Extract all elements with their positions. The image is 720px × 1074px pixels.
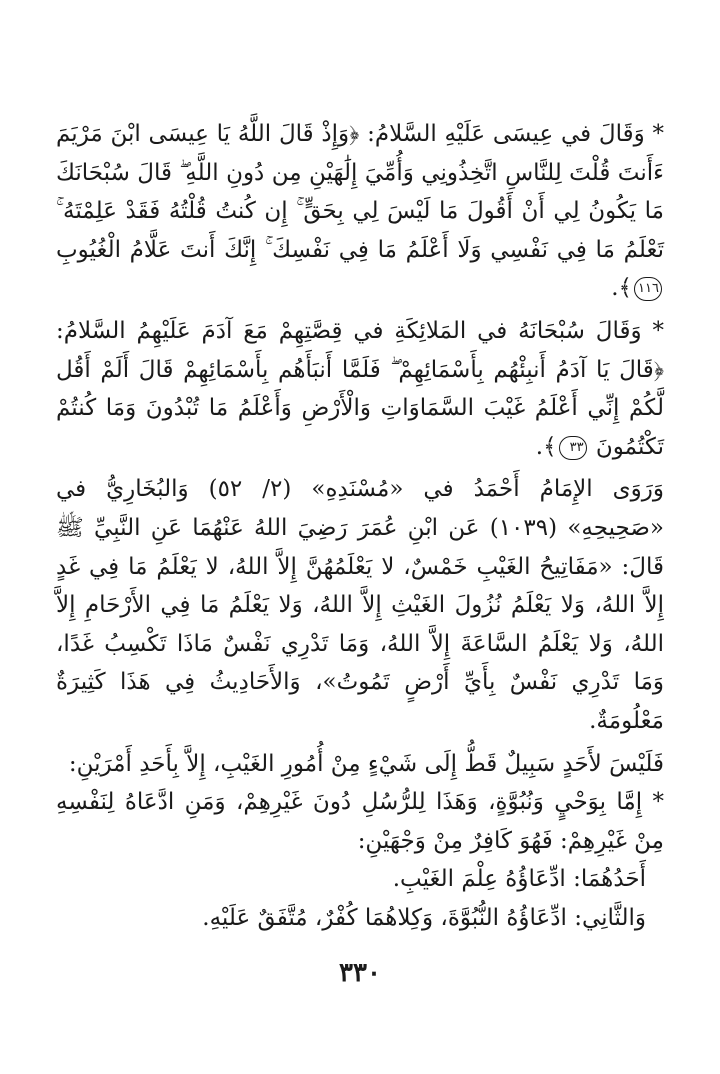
paragraph-second-reason: وَالثَّانِي: ادِّعَاؤُهُ النُّبُوَّةَ، وَكِلاهُمَا كُفْرٌ، مُتَّفَقٌ عَلَيْهِ. — [202, 904, 646, 931]
paragraph-hadith: وَرَوَى الإِمَامُ أَحْمَدُ في «مُسْنَدِهِ» (٢/ ٥٢) وَالبُخَارِيُّ في «صَحِيحِهِ» (١٠٣٩) عَن ابْنِ عُمَرَ رَضِيَ اللهُ عَنْهُمَا عَنِ النَّبِيِّ ﷺ قَالَ: «مَفَاتِيحُ الغَيْبِ خَمْسٌ، لا يَعْلَمُهُنَّ إِلاَّ اللهُ، لا يَعْلَمُ مَا فِي غَدٍ إِلاَّ اللهُ، وَلا يَعْلَمُ نُزُولَ الغَيْثِ إِلاَّ اللهُ، وَلا يَعْلَمُ مَا فِي الأَرْحَامِ إِلاَّ اللهُ، وَلا يَعْلَمُ السَّاعَةَ إِلاَّ اللهُ، وَمَا تَدْرِي نَفْسٌ مَاذَا تَكْسِبُ غَدًا، وَمَا تَدْرِي نَفْسٌ بِأَيِّ أَرْضٍ تَمُوتُ»، وَالأَحَادِيثُ فِي هَذَا كَثِيرَةٌ مَعْلُومَةٌ. — [56, 476, 664, 734]
paragraph-no-path-to-unseen: فَلَيْسَ لأَحَدٍ سَبِيلٌ قَطُّ إِلَى شَيْءٍ مِنْ أُمُورِ الغَيْبِ، إِلاَّ بِأَحَدِ أَمْرَيْنِ: — [68, 750, 664, 777]
paragraph-text: * وَقَالَ سُبْحَانَهُ في المَلائِكَةِ في قِصَّتِهِمْ مَعَ آدَمَ عَلَيْهِمُ السَّلامُ: ﴿قَالَ يَا آدَمُ أَنبِئْهُم بِأَسْمَائِهِمْ ۖ فَلَمَّا أَنبَأَهُم بِأَسْمَائِهِمْ قَالَ أَلَمْ أَقُل لَّكُمْ إِنِّي أَعْلَمُ غَيْبَ السَّمَاوَاتِ وَالْأَرْضِ وَأَعْلَمُ مَا تُبْدُونَ وَمَا كُنتُمْ تَكْتُمُونَ — [56, 317, 664, 460]
ayah-number-marker: ٣٣ — [559, 436, 587, 460]
quote-close: ﴾. — [535, 433, 557, 460]
page-number: ٣٣٠ — [339, 958, 381, 988]
paragraph-text: * وَقَالَ في عِيسَى عَلَيْهِ السَّلامُ: ﴿وَإِذْ قَالَ اللَّهُ يَا عِيسَى ابْنَ مَرْيَمَ ءَأَنتَ قُلْتَ لِلنَّاسِ اتَّخِذُونِي وَأُمِّيَ إِلَٰهَيْنِ مِن دُونِ اللَّهِ ۖ قَالَ سُبْحَانَكَ مَا يَكُونُ لِي أَنْ أَقُولَ مَا لَيْسَ لِي بِحَقٍّ ۚ إِن كُنتُ قُلْتُهُ فَقَدْ عَلِمْتَهُ ۚ تَعْلَمُ مَا فِي نَفْسِي وَلَا أَعْلَمُ مَا فِي نَفْسِكَ ۚ إِنَّكَ أَنتَ عَلَّامُ الْغُيُوبِ — [56, 121, 664, 263]
paragraph-angels-verse — [56, 312, 664, 466]
quote-close: ﴾. — [611, 275, 632, 302]
paragraph-first-reason: أَحَدُهُمَا: ادِّعَاؤُهُ عِلْمَ الغَيْبِ. — [392, 866, 646, 893]
ayah-number-marker: ١١٦ — [634, 277, 662, 301]
paragraph-revelation: * إِمَّا بِوَحْيٍ وَنُبُوَّةٍ، وَهَذَا لِلرُّسُلِ دُونَ غَيْرِهِمْ، وَمَنِ ادَّعَاهُ لِنَفْسِهِ مِنْ غَيْرِهِمْ: فَهُوَ كَافِرٌ مِنْ وَجْهَيْنِ: — [56, 789, 664, 854]
paragraph-isa-verse — [56, 115, 664, 308]
